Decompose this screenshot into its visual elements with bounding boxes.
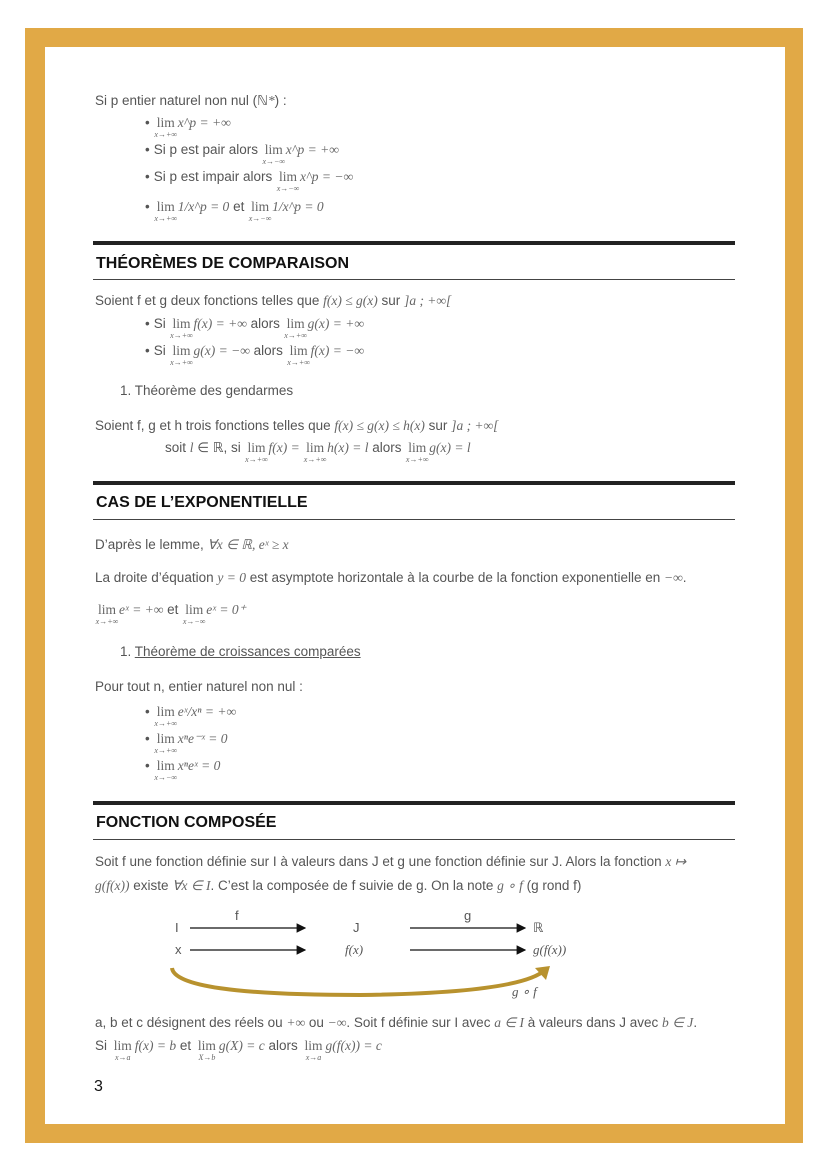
limit-operator: lim x→a — [305, 1037, 323, 1055]
section-title-exponentielle: CAS DE L’EXPONENTIELLE — [96, 494, 308, 511]
section-rule — [93, 839, 735, 840]
text: . — [693, 1015, 698, 1030]
text: Si p entier naturel non nul (ℕ — [95, 93, 268, 108]
math-expression: f(x) = +∞ — [193, 316, 247, 331]
underlined-heading: Théorème de croissances comparées — [134, 644, 361, 659]
composition-curve-arrow — [172, 968, 545, 995]
text: alors — [368, 440, 406, 455]
math-expression: eˣ = 0⁺ — [206, 602, 246, 617]
math-expression: x^p = −∞ — [300, 169, 354, 184]
section-rule — [93, 279, 735, 280]
limit-subscript: x→−∞ — [182, 617, 206, 626]
limit-subscript: x→+∞ — [287, 358, 310, 367]
text: Si — [153, 343, 170, 358]
text: Soient f, g et h trois fonctions telles que — [95, 418, 335, 433]
text-line — [120, 643, 361, 661]
limit-subscript: x→−∞ — [276, 184, 300, 193]
text: alors — [249, 343, 287, 358]
math-expression: x^p = +∞ — [177, 115, 231, 130]
section-title-comparaison: THÉORÈMES DE COMPARAISON — [96, 255, 350, 272]
math-expression: −∞ — [327, 1015, 347, 1030]
math-expression: f(x) = b — [134, 1038, 177, 1053]
text: existe — [129, 878, 173, 893]
text-line — [95, 1014, 697, 1032]
text: Si — [153, 316, 170, 331]
text-line — [95, 877, 581, 895]
text: sur — [424, 418, 452, 433]
limit-subscript: x→+∞ — [405, 455, 429, 464]
limit-operator: lim x→+∞ — [157, 198, 175, 216]
limit-subscript: x→+∞ — [154, 719, 178, 728]
math-expression: f(x) ≤ g(x) ≤ h(x) — [334, 418, 425, 433]
text-line — [95, 417, 498, 435]
arrow-label-f: f — [235, 908, 239, 923]
text: et — [229, 199, 249, 214]
bullet-item — [145, 730, 228, 755]
set-I: I — [175, 920, 179, 935]
bullet-item — [145, 342, 364, 367]
section-rule — [93, 481, 735, 485]
text-line — [120, 382, 293, 400]
limit-operator: lim x→+∞ — [157, 114, 175, 132]
section-title-composee: FONCTION COMPOSÉE — [96, 814, 277, 831]
math-expression: a ∈ I — [494, 1015, 524, 1030]
limit-subscript: x→+∞ — [154, 746, 178, 755]
text-line — [165, 439, 471, 464]
text: (g rond f) — [522, 878, 582, 893]
math-expression: ]a ; +∞[ — [404, 293, 452, 308]
limit-operator: lim x→+∞ — [173, 342, 191, 360]
math-expression: xⁿe⁻ˣ = 0 — [177, 731, 228, 746]
text: Soit f une fonction définie sur I à valeurs dans J et g une fonction définie sur J. Alors la fonction — [95, 854, 666, 869]
bullet-item — [145, 141, 339, 166]
limit-operator: lim x→a — [114, 1037, 132, 1055]
math-expression: ∀x ∈ ℝ, eˣ ≥ x — [207, 537, 289, 552]
text-line — [95, 678, 303, 696]
limit-operator: lim x→−∞ — [185, 601, 203, 619]
text: ) : — [274, 93, 287, 108]
text-line — [95, 601, 246, 626]
math-expression: l — [189, 440, 194, 455]
limit-operator: lim x→+∞ — [98, 601, 116, 619]
limit-operator: lim x→−∞ — [279, 168, 297, 186]
bullet-item — [145, 168, 354, 193]
limit-operator: lim x→+∞ — [173, 315, 191, 333]
limit-operator: lim x→+∞ — [157, 703, 175, 721]
limit-subscript: x→+∞ — [154, 214, 178, 223]
limit-subscript: x→+∞ — [303, 455, 327, 464]
math-expression: x ↦ — [665, 854, 687, 869]
f-of-x: f(x) — [345, 942, 364, 957]
math-expression: xⁿeˣ = 0 — [177, 758, 221, 773]
text: Pour tout n, entier naturel non nul : — [95, 679, 303, 694]
limit-subscript: X→b — [198, 1053, 216, 1062]
limit-operator: lim x→+∞ — [408, 439, 426, 457]
var-x: x — [175, 942, 182, 957]
math-expression: g(x) = −∞ — [193, 343, 250, 358]
text-line — [95, 92, 287, 110]
math-expression: h(x) = l — [327, 440, 369, 455]
text: à valeurs dans J avec — [523, 1015, 663, 1030]
text-line — [95, 569, 686, 587]
limit-subscript: x→+∞ — [95, 617, 119, 626]
arrow-label-g: g — [464, 908, 472, 923]
text: ou — [305, 1015, 328, 1030]
math-expression: 1/x^p = 0 — [177, 199, 230, 214]
math-expression: +∞ — [286, 1015, 306, 1030]
text: est asymptote horizontale à la courbe de la fonction exponentielle en — [245, 570, 664, 585]
text: et — [176, 1038, 195, 1053]
math-expression: ]a ; +∞[ — [451, 418, 499, 433]
text: alors — [246, 316, 284, 331]
limit-subscript: x→−∞ — [262, 157, 286, 166]
bullet-item — [145, 703, 237, 728]
text-line — [95, 536, 289, 554]
math-expression: f(x) = — [268, 440, 304, 455]
curve-label: g ∘ f — [512, 984, 537, 999]
math-expression: f(x) = −∞ — [310, 343, 364, 358]
math-expression: eˣ/xⁿ = +∞ — [177, 704, 237, 719]
text: Soient f et g deux fonctions telles que — [95, 293, 324, 308]
limit-subscript: x→+∞ — [245, 455, 268, 464]
text: Si p est impair alors — [153, 169, 277, 184]
limit-operator: lim x→+∞ — [287, 315, 305, 333]
math-expression: b ∈ J — [662, 1015, 694, 1030]
set-J: J — [353, 920, 360, 935]
text: 1. Théorème des gendarmes — [120, 383, 294, 398]
text-line — [95, 292, 451, 310]
text-line — [95, 853, 686, 871]
composition-diagram — [0, 900, 828, 1005]
section-rule — [93, 519, 735, 520]
bullet-item — [145, 315, 364, 340]
text: Si p est pair alors — [153, 142, 262, 157]
text: alors — [264, 1038, 302, 1053]
text: sur — [377, 293, 405, 308]
math-expression: eˣ = +∞ — [119, 602, 164, 617]
limit-operator: lim x→−∞ — [157, 757, 175, 775]
limit-operator: lim x→−∞ — [265, 141, 283, 159]
text: Si — [95, 1038, 111, 1053]
text: D’après le lemme, — [95, 537, 208, 552]
text: a, b et c désignent des réels ou — [95, 1015, 287, 1030]
limit-operator: lim x→+∞ — [248, 439, 266, 457]
math-expression: f(x) ≤ g(x) — [323, 293, 378, 308]
limit-subscript: x→a — [305, 1053, 322, 1062]
math-expression: −∞ — [663, 570, 683, 585]
text: La droite d’équation — [95, 570, 218, 585]
text: et — [163, 602, 183, 617]
math-expression: x^p = +∞ — [285, 142, 339, 157]
limit-operator: lim X→b — [198, 1037, 216, 1055]
page-number: 3 — [94, 1078, 103, 1095]
math-expression: ∀x ∈ I — [172, 878, 211, 893]
g-of-f-of-x: g(f(x)) — [533, 942, 567, 957]
text: . C’est la composée de f suivie de g. On la note — [210, 878, 498, 893]
limit-subscript: x→+∞ — [154, 130, 178, 139]
text-line — [95, 1037, 382, 1062]
math-expression: g(x) = l — [429, 440, 471, 455]
limit-subscript: x→+∞ — [170, 358, 193, 367]
math-expression: y = 0 — [217, 570, 246, 585]
bullet-item — [145, 114, 231, 139]
text: . Soit f définie sur I avec — [346, 1015, 495, 1030]
math-expression: 1/x^p = 0 — [272, 199, 324, 214]
limit-subscript: x→+∞ — [284, 331, 307, 340]
set-R: ℝ — [533, 920, 544, 935]
limit-operator: lim x→−∞ — [251, 198, 269, 216]
section-rule — [93, 241, 735, 245]
limit-operator: lim x→+∞ — [290, 342, 308, 360]
math-expression: g ∘ f — [497, 878, 523, 893]
limit-subscript: x→a — [114, 1053, 131, 1062]
text: ∈ ℝ, si — [193, 440, 245, 455]
math-expression: * — [267, 93, 275, 108]
bullet-item — [145, 757, 221, 782]
text: . — [682, 570, 687, 585]
limit-subscript: x→−∞ — [154, 773, 178, 782]
limit-subscript: x→−∞ — [248, 214, 272, 223]
text: soit — [165, 440, 190, 455]
math-expression: g(X) = c — [218, 1038, 265, 1053]
math-expression: g(f(x)) — [95, 878, 130, 893]
math-expression: g(f(x)) = c — [325, 1038, 382, 1053]
limit-subscript: x→+∞ — [170, 331, 193, 340]
text: 1. — [120, 644, 135, 659]
limit-operator: lim x→+∞ — [157, 730, 175, 748]
limit-operator: lim x→+∞ — [306, 439, 324, 457]
math-expression: g(x) = +∞ — [307, 316, 364, 331]
bullet-item — [145, 198, 324, 223]
section-rule — [93, 801, 735, 805]
